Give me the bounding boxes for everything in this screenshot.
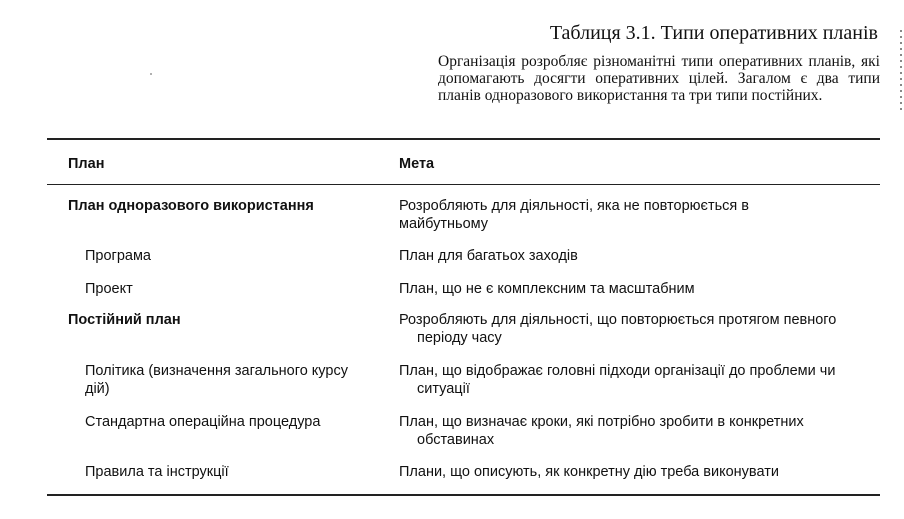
header-goal: Мета	[399, 156, 435, 172]
table-row-goal: Плани, що описують, як конкретну дію треба виконувати	[399, 464, 779, 480]
table-row-plan: Проект	[85, 281, 133, 297]
table-title: Таблиця 3.1. Типи оперативних планів	[549, 22, 878, 44]
table-row-goal: План для багатьох заходів	[399, 248, 578, 264]
table-row-plan: План одноразового використання	[68, 198, 314, 214]
scan-edge-mark	[900, 30, 902, 110]
table-row-goal	[399, 311, 849, 347]
table-header	[47, 140, 880, 185]
table-row-plan: Стандартна операційна процедура	[85, 414, 321, 430]
table-row-goal	[399, 362, 839, 398]
table-row-goal	[399, 197, 839, 233]
table-row-goal: План, що не є комплексним та масштабним	[399, 281, 695, 297]
table-row-plan: Політика (визначення загального курсу дій)	[85, 363, 348, 397]
table-row-plan: Правила та інструкції	[85, 464, 229, 480]
scan-speck	[150, 73, 152, 75]
intro-paragraph: Організація розробляє різноманітні типи оперативних планів, які допомагають досягти оперативних цілей. Загалом є два типи планів одноразового використання та три типи постійних.	[438, 53, 880, 104]
goal-text: Розробляють для діяльності, що повторюється протягом певного періоду часу	[399, 312, 837, 346]
goal-text: План, що визначає кроки, які потрібно зробити в конкретних обставинах	[399, 414, 804, 448]
table-row-goal	[399, 413, 839, 449]
goal-text: Розробляють для діяльності, яка не повторюється в майбутньому	[399, 198, 749, 232]
header-plan: План	[68, 156, 105, 172]
plans-table	[47, 138, 880, 496]
goal-text: План, що відображає головні підходи організації до проблеми чи ситуації	[399, 363, 836, 397]
table-row-plan: Програма	[85, 248, 152, 264]
table-row-plan: Постійний план	[68, 312, 181, 328]
